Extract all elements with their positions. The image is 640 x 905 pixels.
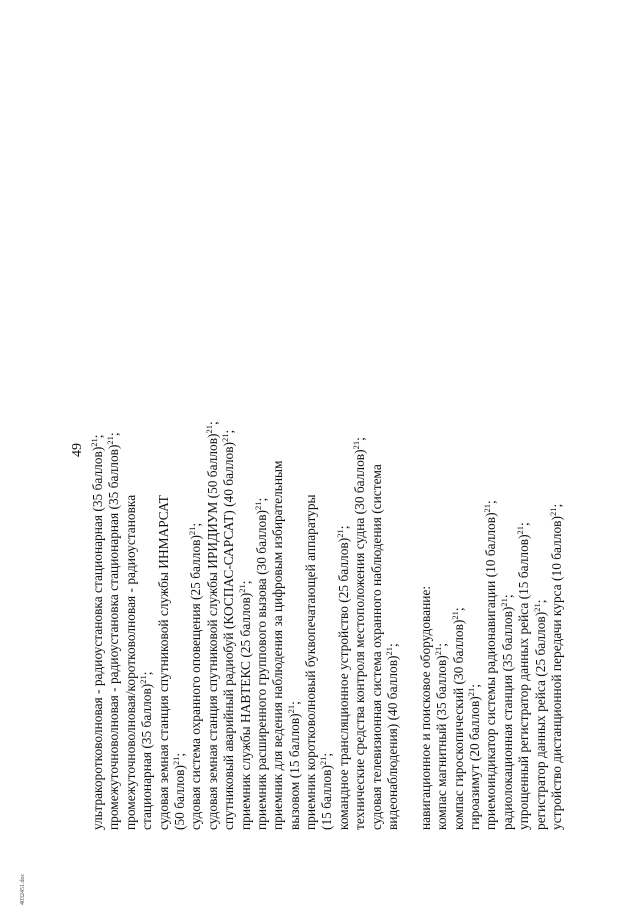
line-end: ; bbox=[548, 503, 564, 508]
footnote-ref: 21 bbox=[187, 526, 198, 536]
footnote-ref: 21 bbox=[203, 424, 214, 434]
blank-line bbox=[401, 70, 417, 830]
line-text: командное трансляционное устройство (25 баллов) bbox=[335, 537, 351, 830]
line-text: промежуточноволновая/коротковолновая - радиоустановка bbox=[122, 494, 138, 830]
footnote-ref: 21 bbox=[482, 503, 493, 513]
line-end: ; bbox=[253, 497, 269, 502]
page-number: 49 bbox=[70, 443, 85, 457]
list-line bbox=[303, 70, 319, 830]
list-line bbox=[156, 70, 172, 830]
list-line bbox=[516, 70, 532, 830]
list-line bbox=[319, 70, 335, 830]
list-line bbox=[467, 70, 483, 830]
line-text: технические средства контроля местоположения судна (30 баллов) bbox=[352, 449, 368, 830]
line-text: судовая система охранного оповещения (25 баллов) bbox=[188, 535, 204, 830]
footnote-ref: 21 bbox=[547, 507, 558, 517]
line-text: судовая земная станция спутниковой службы ИНМАРСАТ bbox=[155, 495, 171, 830]
line-end: ; bbox=[319, 752, 335, 757]
line-end: ; bbox=[450, 607, 466, 612]
line-text: спутниковый аварийный радиобуй (КОСПАС-САРСАТ) (40 баллов) bbox=[221, 442, 237, 830]
list-line bbox=[434, 70, 450, 830]
line-end: ; bbox=[237, 580, 253, 585]
footnote-ref: 21 bbox=[384, 646, 395, 656]
line-end: ; bbox=[171, 752, 187, 757]
line-end: ; bbox=[483, 500, 499, 504]
line-text: радиолокационная станция (35 баллов) bbox=[499, 606, 515, 830]
footnote-ref: 21 bbox=[252, 501, 263, 510]
list-line bbox=[123, 70, 139, 830]
line-text: приемник коротковолновый буквопечатающей аппаратуры bbox=[303, 494, 319, 830]
footnote-ref: 21 bbox=[105, 436, 116, 445]
list-line bbox=[500, 70, 516, 830]
line-end: ; bbox=[90, 434, 105, 439]
list-line bbox=[533, 70, 549, 830]
list-line bbox=[90, 70, 106, 830]
footnote-ref: 21 bbox=[236, 584, 247, 593]
footnote-ref: 21 bbox=[285, 704, 296, 714]
list-line bbox=[385, 70, 401, 830]
list-line bbox=[418, 70, 434, 830]
equipment-list bbox=[90, 70, 565, 830]
footnote-ref: 21 bbox=[170, 756, 181, 766]
list-line bbox=[287, 70, 303, 830]
line-end: ; bbox=[139, 671, 155, 676]
line-text: приемник расширенного группового вызова (30 баллов) bbox=[253, 510, 269, 830]
footnote-ref: 21 bbox=[465, 687, 476, 697]
line-end: ; bbox=[466, 684, 482, 688]
line-text: приемник службы НАВТЕКС (25 баллов) bbox=[237, 592, 253, 830]
line-text: компас гироскопический (30 баллов) bbox=[450, 619, 466, 830]
footnote-ref: 21 bbox=[449, 611, 460, 620]
line-text: компас магнитный (35 баллов) bbox=[434, 655, 450, 830]
line-text: вызовом (15 баллов) bbox=[286, 713, 302, 830]
footnote-ref: 21 bbox=[138, 675, 149, 684]
line-end: ; bbox=[499, 594, 515, 599]
list-line bbox=[451, 70, 467, 830]
list-line bbox=[238, 70, 254, 830]
list-line bbox=[549, 70, 565, 830]
footnote-ref: 21 bbox=[220, 433, 231, 442]
line-end: ; bbox=[106, 432, 122, 437]
list-line bbox=[352, 70, 368, 830]
list-line bbox=[254, 70, 270, 830]
line-text: промежуточноволновая - радиоустановка стационарная (35 баллов) bbox=[106, 444, 122, 830]
line-end: ; bbox=[335, 525, 351, 530]
list-line bbox=[369, 70, 385, 830]
line-end: ; bbox=[188, 522, 204, 527]
list-line bbox=[336, 70, 352, 830]
line-text: приемоиндикатор системы радионавигации (10 баллов) bbox=[483, 512, 499, 830]
footnote-ref: 21 bbox=[515, 525, 526, 535]
rotated-text-block bbox=[70, 70, 590, 830]
list-line bbox=[172, 70, 188, 830]
line-end: ; bbox=[434, 643, 450, 647]
file-name-label: 4032451.doc bbox=[20, 873, 26, 905]
line-end: ; bbox=[204, 421, 220, 425]
footnote-ref: 21 bbox=[531, 603, 542, 612]
footnote-ref: 21 bbox=[89, 438, 99, 447]
line-text: навигационное и поисковое оборудование: bbox=[417, 585, 433, 830]
line-end: ; bbox=[352, 437, 368, 441]
list-line bbox=[188, 70, 204, 830]
footnote-ref: 21 bbox=[334, 529, 345, 538]
footnote-ref: 21 bbox=[318, 756, 329, 766]
line-text: регистратор данных рейса (25 баллов) bbox=[532, 611, 548, 830]
footnote-ref: 21 bbox=[498, 598, 509, 607]
line-text: судовая земная станция спутниковой службы ИРИДИУМ (50 баллов) bbox=[204, 433, 220, 830]
line-text: (15 баллов) bbox=[319, 765, 335, 830]
line-end: ; bbox=[385, 643, 401, 647]
line-end: ; bbox=[286, 701, 302, 705]
line-end: ; bbox=[516, 522, 532, 526]
line-text: стационарная (35 баллов) bbox=[139, 683, 155, 830]
list-line bbox=[270, 70, 286, 830]
list-line bbox=[205, 70, 221, 830]
line-end: ; bbox=[532, 599, 548, 604]
list-line bbox=[221, 70, 237, 830]
line-text: приемник для ведения наблюдения за цифровым избирательным bbox=[270, 460, 286, 830]
list-line bbox=[483, 70, 499, 830]
line-text: ультракоротковолновая - радиоустановка стационарная (35 баллов) bbox=[90, 446, 105, 830]
line-text: устройство дистанционной передачи курса (10 баллов) bbox=[548, 516, 564, 830]
line-text: судовая телевизионная система охранного наблюдения (система bbox=[368, 464, 384, 830]
footnote-ref: 21 bbox=[433, 646, 444, 656]
line-text: видеонаблюдения) (40 баллов) bbox=[385, 655, 401, 830]
line-text: упрощенный регистратор данных рейса (15 баллов) bbox=[516, 534, 532, 830]
line-end: ; bbox=[221, 429, 237, 434]
list-line bbox=[139, 70, 155, 830]
footnote-ref: 21 bbox=[351, 440, 362, 450]
line-text: гироазимут (20 баллов) bbox=[466, 696, 482, 830]
list-line bbox=[106, 70, 122, 830]
line-text: (50 баллов) bbox=[171, 765, 187, 830]
